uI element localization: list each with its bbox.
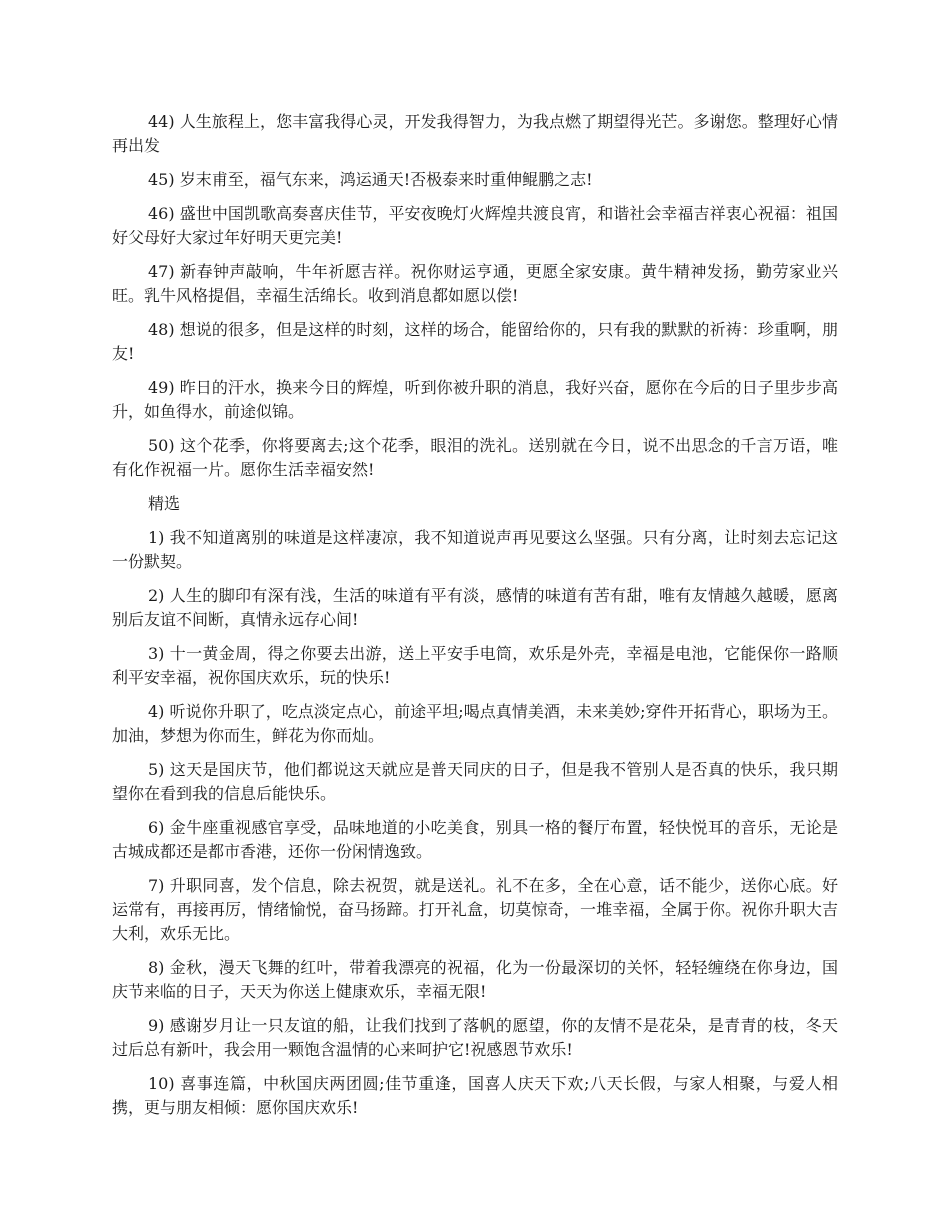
paragraph-45: 45) 岁末甫至，福气东来，鸿运通天!否极泰来时重伸鲲鹏之志! <box>148 170 593 189</box>
paragraph-featured-2: 2) 人生的脚印有深有浅，生活的味道有平有淡，感情的味道有苦有甜，唯有友情越久越暖，愿离别后友谊不间断，真情永远存心间! <box>112 586 838 629</box>
paragraph-featured-8: 8) 金秋，漫天飞舞的红叶，带着我漂亮的祝福，化为一份最深切的关怀，轻轻缠绕在你身边，国庆节来临的日子，天天为你送上健康欢乐，幸福无限! <box>112 958 838 1001</box>
paragraph-featured-9: 9) 感谢岁月让一只友谊的船，让我们找到了落帆的愿望，你的友情不是花朵，是青青的枝，冬天过后总有新叶，我会用一颗饱含温情的心来呵护它!祝感恩节欢乐! <box>112 1016 838 1059</box>
paragraph-44: 44) 人生旅程上，您丰富我得心灵，开发我得智力，为我点燃了期望得光芒。多谢您。整理好心情再出发 <box>112 112 838 155</box>
paragraph-49: 49) 昨日的汗水，换来今日的辉煌，听到你被升职的消息，我好兴奋，愿你在今后的日子里步步高升，如鱼得水，前途似锦。 <box>112 378 838 421</box>
paragraph-47: 47) 新春钟声敲响，牛年祈愿吉祥。祝你财运亨通，更愿全家安康。黄牛精神发扬，勤劳家业兴旺。乳牛风格提倡，幸福生活绵长。收到消息都如愿以偿! <box>112 262 838 305</box>
section-heading: 精选 <box>148 494 181 513</box>
paragraph-46: 46) 盛世中国凯歌高奏喜庆佳节，平安夜晚灯火辉煌共渡良宵，和谐社会幸福吉祥衷心祝福：祖国好父母好大家过年好明天更完美! <box>112 204 838 247</box>
paragraph-featured-4: 4) 听说你升职了，吃点淡定点心，前途平坦;喝点真情美酒，未来美妙;穿件开拓背心，职场为王。加油，梦想为你而生，鲜花为你而灿。 <box>112 702 838 745</box>
paragraph-featured-5: 5) 这天是国庆节，他们都说这天就应是普天同庆的日子，但是我不管别人是否真的快乐，我只期望你在看到我的信息后能快乐。 <box>112 760 838 803</box>
paragraph-50: 50) 这个花季，你将要离去;这个花季，眼泪的洗礼。送别就在今日，说不出思念的千言万语，唯有化作祝福一片。愿你生活幸福安然! <box>112 436 838 479</box>
document-body <box>112 110 838 1130</box>
paragraph-48: 48) 想说的很多，但是这样的时刻，这样的场合，能留给你的，只有我的默默的祈祷：珍重啊，朋友! <box>112 320 838 363</box>
paragraph-featured-10: 10) 喜事连篇，中秋国庆两团圆;佳节重逢，国喜人庆天下欢;八天长假，与家人相聚，与爱人相携，更与朋友相倾：愿你国庆欢乐! <box>112 1074 838 1117</box>
paragraph-featured-1: 1) 我不知道离别的味道是这样凄凉，我不知道说声再见要这么坚强。只有分离，让时刻去忘记这一份默契。 <box>112 528 838 571</box>
paragraph-featured-3: 3) 十一黄金周，得之你要去出游，送上平安手电筒，欢乐是外壳，幸福是电池，它能保你一路顺利平安幸福，祝你国庆欢乐，玩的快乐! <box>112 644 838 687</box>
paragraph-featured-7: 7) 升职同喜，发个信息，除去祝贺，就是送礼。礼不在多，全在心意，话不能少，送你心底。好运常有，再接再厉，情绪愉悦，奋马扬蹄。打开礼盒，切莫惊奇，一堆幸福，全属于你。祝你升职大吉大利，欢乐无比。 <box>112 876 838 943</box>
paragraph-featured-6: 6) 金牛座重视感官享受，品味地道的小吃美食，别具一格的餐厅布置，轻快悦耳的音乐，无论是古城成都还是都市香港，还你一份闲情逸致。 <box>112 818 838 861</box>
